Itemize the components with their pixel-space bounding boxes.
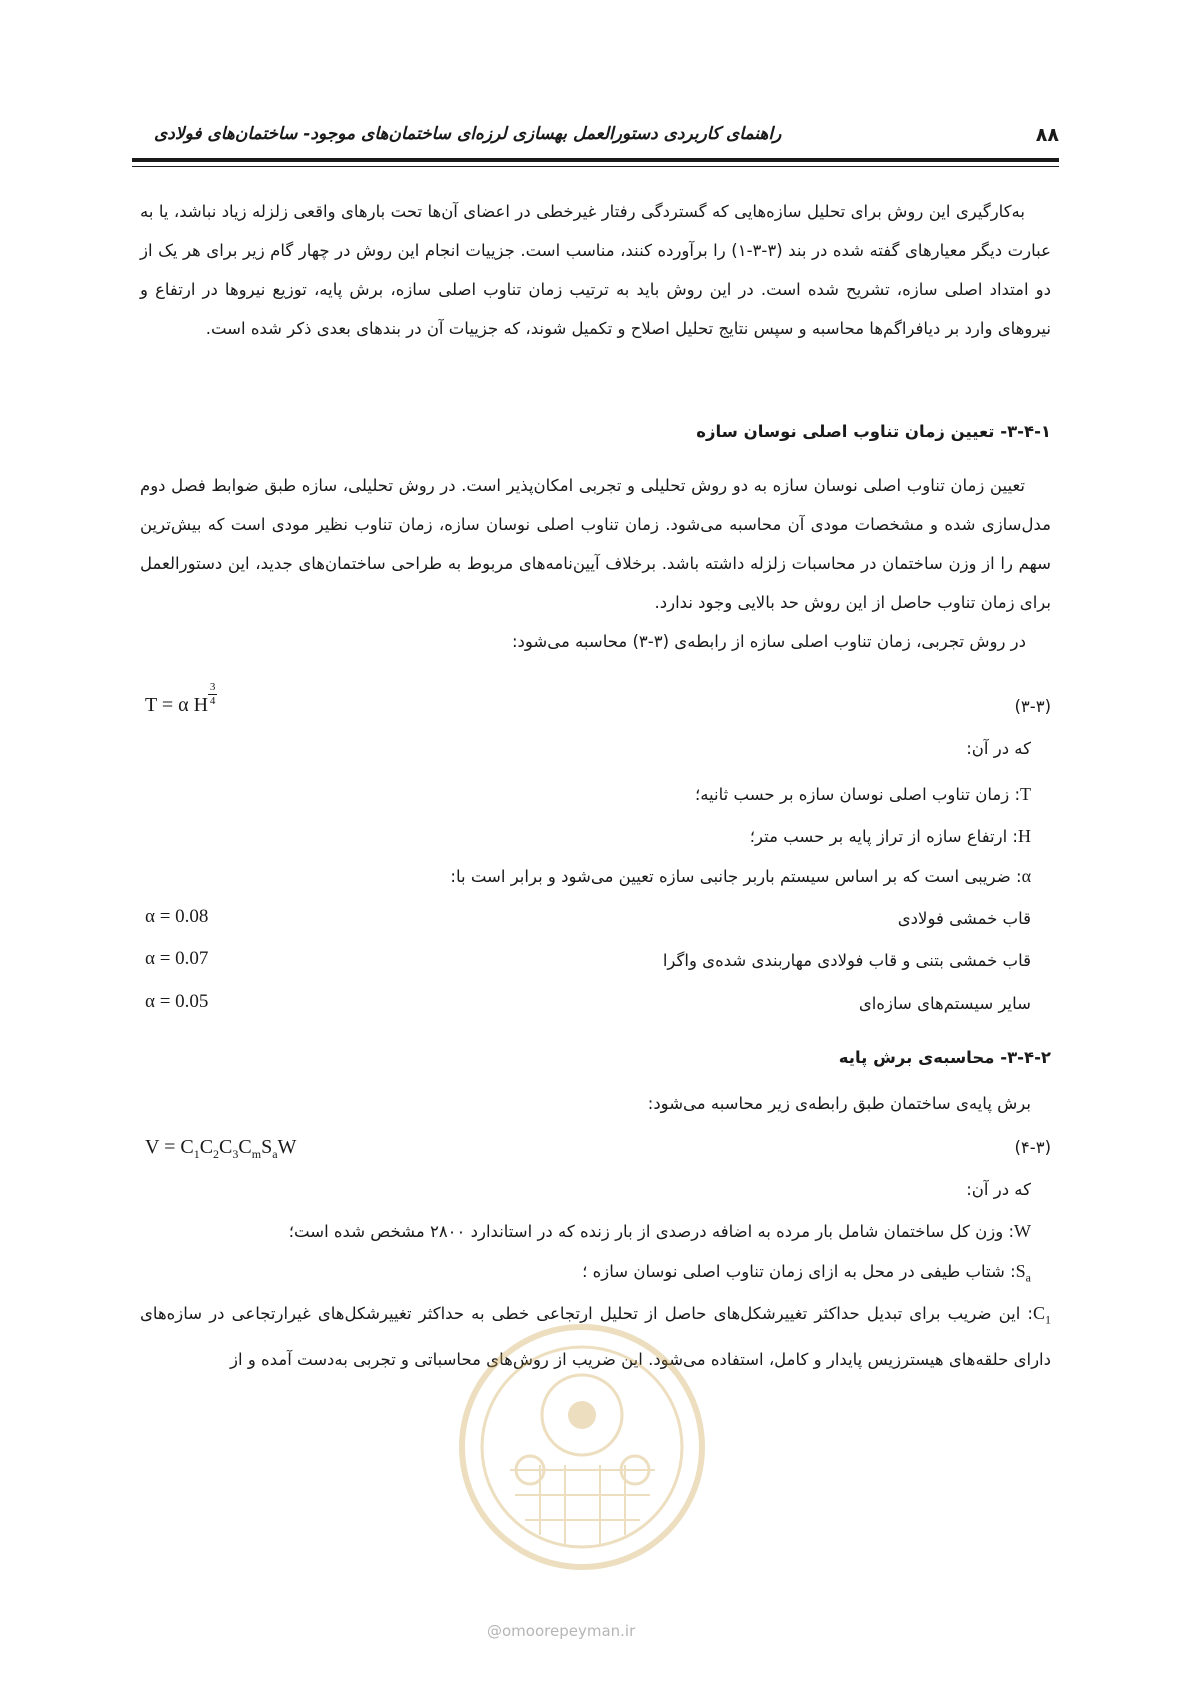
def-alpha-text: : ضریبی است که بر اساس سیستم باربر جانبی سازه تعیین می‌شود و برابر است با: bbox=[450, 867, 1022, 886]
def-C1-letter: C bbox=[1032, 1303, 1045, 1323]
where-label-2: که در آن: bbox=[966, 1180, 1031, 1199]
def-C1-subscript: 1 bbox=[1045, 1312, 1051, 1327]
page-number: ۸۸ bbox=[1035, 124, 1059, 146]
period-formula bbox=[145, 681, 217, 717]
alpha-row-value: α = 0.05 bbox=[145, 991, 209, 1012]
period-formula-exponent bbox=[208, 682, 217, 707]
def-W-symbol: W bbox=[1014, 1221, 1031, 1241]
def-W-text: : وزن کل ساختمان شامل بار مرده به اضافه درصدی از بار زنده که در استاندارد ۲۸۰۰ مشخص شده است؛ bbox=[288, 1222, 1014, 1241]
def-T-text: : زمان تناوب اصلی نوسان سازه بر حسب ثانیه؛ bbox=[694, 785, 1020, 804]
def-T bbox=[695, 784, 1031, 805]
period-paragraph-block bbox=[140, 466, 1051, 622]
alpha-row-label: قاب خمشی بتنی و قاب فولادی مهاربندی شده‌ی واگرا bbox=[662, 951, 1031, 970]
def-Sa-symbol bbox=[1015, 1261, 1031, 1285]
def-T-symbol: T bbox=[1020, 784, 1031, 804]
period-paragraph: تعیین زمان تناوب اصلی نوسان سازه به دو روش تحلیلی و تجربی امکان‌پذیر است. در روش تحلیلی، سازه طبق ضوابط فصل دوم مدل‌سازی شده و مشخصات مودی آن محاسبه می‌شود. زمان تناوب اصلی نوسان سازه، زمان تناوب نظیر مودی است که بیش‌ترین سهم را از وزن ساختمان در محاسبات زلزله داشته باشد. برخلاف آیین‌نامه‌های مربوط به طراحی ساختمان‌های جدید، این دستورالعمل برای زمان تناوب حاصل از این روش حد بالایی وجود ندارد. bbox=[140, 476, 1051, 612]
def-H-text: : ارتفاع سازه از تراز پایه بر حسب متر؛ bbox=[749, 827, 1018, 846]
base-shear-intro-line: برش پایه‌ی ساختمان طبق رابطه‌ی زیر محاسبه می‌شود: bbox=[647, 1094, 1031, 1113]
def-C1-symbol bbox=[1032, 1303, 1051, 1327]
section-heading-period: ۳-۴-۱- تعیین زمان تناوب اصلی نوسان سازه bbox=[696, 422, 1051, 441]
intro-paragraph-block bbox=[140, 192, 1051, 348]
exponent-numerator: 3 bbox=[209, 681, 216, 693]
def-alpha-symbol: α bbox=[1021, 866, 1031, 886]
formula-number-3-3: (۳-۳) bbox=[1014, 697, 1051, 716]
where-label-1: که در آن: bbox=[966, 739, 1031, 758]
def-alpha bbox=[450, 866, 1031, 887]
def-W bbox=[289, 1221, 1031, 1242]
empirical-intro-line: در روش تجربی، زمان تناوب اصلی سازه از رابطه‌ی (۳-۳) محاسبه می‌شود: bbox=[511, 632, 1026, 651]
header-rule-thin bbox=[132, 166, 1059, 167]
alpha-row-label: قاب خمشی فولادی bbox=[897, 909, 1031, 928]
alpha-row-label: سایر سیستم‌های سازه‌ای bbox=[858, 994, 1031, 1013]
formula-number-4-3: (۴-۳) bbox=[1014, 1138, 1051, 1157]
def-C1-text: : این ضریب برای تبدیل حداکثر تغییرشکل‌های حاصل از تحلیل ارتجاعی خطی به حداکثر تغییرشکل‌های غیرارتجاعی در سازه‌های دارای حلقه‌های هیسترزیس پایدار و کامل، استفاده می‌شود. این ضریب از روش‌های محاسباتی و تجربی به‌دست آمده و از bbox=[140, 1304, 1051, 1369]
def-Sa-text: : شتاب طیفی در محل به ازای زمان تناوب اصلی نوسان سازه ؛ bbox=[582, 1262, 1016, 1281]
page-header bbox=[132, 120, 1059, 150]
alpha-row-value: α = 0.08 bbox=[145, 906, 209, 927]
publisher-seal-watermark bbox=[455, 1320, 710, 1575]
base-shear-formula: $V = C_1C_2C_3C_mS_aW$ bbox=[145, 1136, 297, 1161]
def-Sa-letter: S bbox=[1015, 1261, 1026, 1281]
period-formula-lhs: T = α H bbox=[145, 694, 209, 716]
alpha-row-value: α = 0.07 bbox=[145, 948, 209, 969]
section-heading-base-shear: ۳-۴-۲- محاسبه‌ی برش پایه bbox=[838, 1048, 1051, 1067]
def-H-symbol: H bbox=[1018, 826, 1031, 846]
def-Sa-subscript: a bbox=[1025, 1270, 1031, 1285]
def-Sa bbox=[582, 1261, 1031, 1286]
running-title: راهنمای کاربردی دستورالعمل بهسازی لرزه‌ای ساختمان‌های موجود- ساختمان‌های فولادی bbox=[154, 124, 782, 144]
header-rule-thick bbox=[132, 158, 1059, 162]
watermark-url: @omoorepeyman.ir bbox=[487, 1622, 636, 1640]
intro-paragraph: به‌کارگیری این روش برای تحلیل سازه‌هایی که گستردگی رفتار غیرخطی در اعضای آن‌ها تحت بارهای واقعی زلزله زیاد نباشد، یا به عبارت دیگر معیارهای گفته شده در بند (۳-۳-۱) را برآورده کنند، مناسب است. جزییات انجام این روش در چهار گام زیر برای هر یک از دو امتداد اصلی سازه، تشریح شده است. در این روش باید به ترتیب زمان تناوب اصلی سازه، برش پایه، توزیع نیروها در ارتفاع و نیروهای وارد بر دیافراگم‌ها محاسبه و سپس نتایج تحلیل اصلاح و تکمیل شوند، که جزییات آن در بندهای بعدی ذکر شده است. bbox=[140, 202, 1051, 338]
def-H bbox=[750, 826, 1031, 847]
exponent-denominator: 4 bbox=[209, 695, 216, 707]
